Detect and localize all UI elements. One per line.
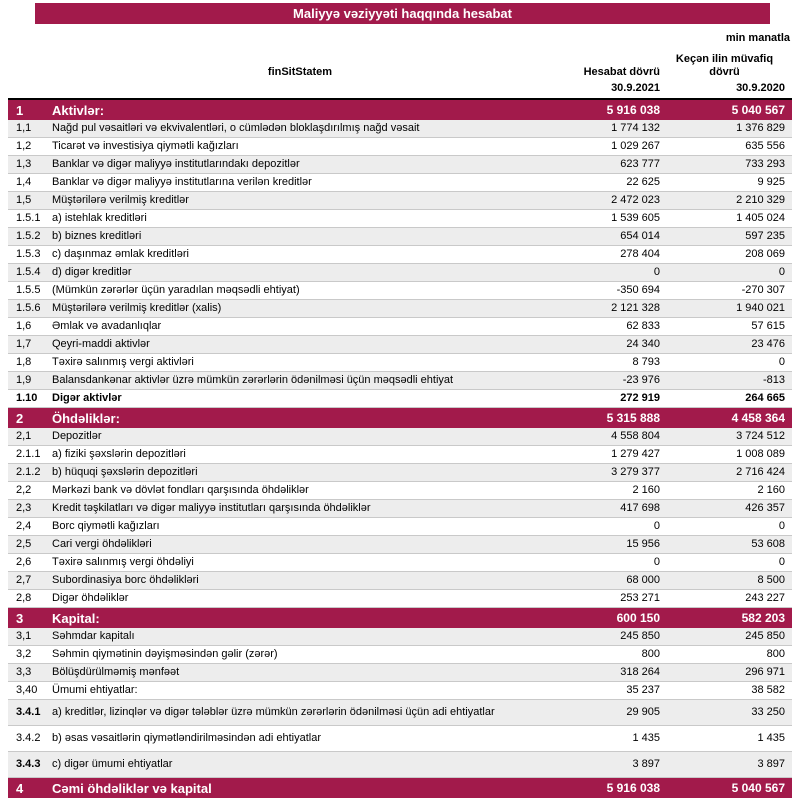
row-label: d) digər kreditlər xyxy=(52,266,132,278)
row-label: Ümumi ehtiyatlar: xyxy=(52,684,138,696)
table-row xyxy=(8,536,792,554)
row-value-prior: 38 582 xyxy=(751,684,785,696)
financial-table xyxy=(8,45,792,798)
row-value-current: 5 916 038 xyxy=(606,102,660,117)
table-row xyxy=(8,590,792,608)
row-value-prior: 8 500 xyxy=(757,574,785,586)
row-number: 3.4.3 xyxy=(16,758,41,770)
subheader-number-spacer xyxy=(8,82,52,94)
row-value-current: 35 237 xyxy=(626,684,660,696)
row-number: 1,4 xyxy=(16,176,32,188)
current-period-date: 30.9.2021 xyxy=(611,82,660,94)
header-current-period: Hesabat dövrü xyxy=(583,66,660,78)
table-row xyxy=(8,390,792,408)
row-label: b) əsas vəsaitlərin qiymətləndirilməsindən adi ehtiyatlar xyxy=(52,732,322,744)
row-value-prior: 0 xyxy=(778,520,785,532)
row-label: a) fiziki şəxslərin depozitləri xyxy=(52,448,186,460)
row-value-current: 62 833 xyxy=(626,320,660,332)
table-row xyxy=(8,372,792,390)
row-label: b) biznes kreditləri xyxy=(52,230,142,242)
table-row xyxy=(8,646,792,664)
row-number: 3,2 xyxy=(16,648,32,660)
row-number: 3,40 xyxy=(16,684,38,696)
row-number: 3 xyxy=(16,610,24,626)
row-number: 1,6 xyxy=(16,320,32,332)
row-value-prior: 0 xyxy=(778,356,785,368)
row-value-prior: 296 971 xyxy=(745,666,785,678)
table-row xyxy=(8,174,792,192)
table-row xyxy=(8,464,792,482)
row-label: Əmlak və avadanlıqlar xyxy=(52,320,162,332)
table-row xyxy=(8,336,792,354)
row-value-prior: 9 925 xyxy=(757,176,785,188)
row-value-prior: 597 235 xyxy=(745,230,785,242)
row-number: 2.1.2 xyxy=(16,466,41,478)
row-value-prior: 57 615 xyxy=(751,320,785,332)
row-number: 1.10 xyxy=(16,392,38,404)
table-row xyxy=(8,228,792,246)
financial-statement-page xyxy=(0,3,800,796)
row-number: 1.5.4 xyxy=(16,266,41,278)
row-label: Təxirə salınmış vergi öhdəliyi xyxy=(52,556,194,568)
row-value-current: 272 919 xyxy=(620,392,660,404)
row-value-prior: 4 458 364 xyxy=(731,410,785,425)
row-value-current: 1 539 605 xyxy=(611,212,660,224)
row-label: c) digər ümumi ehtiyatlar xyxy=(52,758,173,770)
table-row xyxy=(8,428,792,446)
row-value-prior: 245 850 xyxy=(745,630,785,642)
row-label: Qeyri-maddi aktivlər xyxy=(52,338,150,350)
table-row xyxy=(8,192,792,210)
row-number: 1.5.3 xyxy=(16,248,41,260)
row-value-prior: 733 293 xyxy=(745,158,785,170)
row-value-current: 29 905 xyxy=(626,706,660,718)
row-value-current: 623 777 xyxy=(620,158,660,170)
row-label: a) kreditlər, lizinqlər və digər tələblər üzrə mümkün zərərlərin ödənilməsi üçün adi ehtiyatlar xyxy=(52,706,495,718)
row-label: Cari vergi öhdəlikləri xyxy=(52,538,152,550)
row-value-current: 3 897 xyxy=(632,758,660,770)
row-value-prior: 0 xyxy=(778,556,785,568)
row-label: Aktivlər: xyxy=(52,102,105,118)
section-row xyxy=(8,100,792,120)
row-label: Nağd pul vəsaitləri və ekvivalentləri, o cümlədən bloklaşdırılmış nağd vəsait xyxy=(52,122,420,134)
row-value-current: 15 956 xyxy=(626,538,660,550)
row-value-current: 1 435 xyxy=(632,732,660,744)
header-statement-name: finSitStatem xyxy=(267,66,333,78)
table-row xyxy=(8,664,792,682)
row-value-prior: 208 069 xyxy=(745,248,785,260)
row-value-prior: 5 040 567 xyxy=(731,102,785,117)
row-value-prior: 1 008 089 xyxy=(736,448,785,460)
row-label: Cəmi öhdəliklər və kapital xyxy=(52,780,212,796)
row-value-current: 2 472 023 xyxy=(611,194,660,206)
row-value-current: 68 000 xyxy=(626,574,660,586)
row-label: Mərkəzi bank və dövlət fondları qarşısında öhdəliklər xyxy=(52,484,309,496)
table-header xyxy=(8,45,792,79)
table-row xyxy=(8,318,792,336)
row-value-current: 2 160 xyxy=(632,484,660,496)
row-number: 1.5.2 xyxy=(16,230,41,242)
row-value-prior: 243 227 xyxy=(745,592,785,604)
table-row xyxy=(8,572,792,590)
row-number: 1.5.5 xyxy=(16,284,41,296)
row-number: 1,2 xyxy=(16,140,32,152)
row-value-prior: 800 xyxy=(766,648,785,660)
row-label: b) hüquqi şəxslərin depozitləri xyxy=(52,466,198,478)
header-prior-period: Keçən ilin müvafiq dövrü xyxy=(675,53,774,78)
table-row xyxy=(8,446,792,464)
row-value-current: -350 694 xyxy=(616,284,660,296)
table-row xyxy=(8,518,792,536)
row-value-prior: 53 608 xyxy=(751,538,785,550)
row-label: Səhmin qiymətinin dəyişməsindən gəlir (zərər) xyxy=(52,648,278,660)
table-row xyxy=(8,482,792,500)
row-number: 1,8 xyxy=(16,356,32,368)
table-row xyxy=(8,210,792,228)
row-value-current: 24 340 xyxy=(626,338,660,350)
table-row xyxy=(8,682,792,700)
table-row xyxy=(8,628,792,646)
row-number: 2,4 xyxy=(16,520,32,532)
row-value-current: 8 793 xyxy=(632,356,660,368)
row-value-current: -23 976 xyxy=(622,374,660,386)
table-row xyxy=(8,246,792,264)
row-value-prior: 3 897 xyxy=(757,758,785,770)
table-row xyxy=(8,264,792,282)
row-number: 3,3 xyxy=(16,666,32,678)
table-row xyxy=(8,156,792,174)
row-value-current: 800 xyxy=(641,648,660,660)
row-value-prior: 23 476 xyxy=(751,338,785,350)
table-subheader xyxy=(8,79,792,100)
subheader-label-spacer xyxy=(52,82,554,94)
row-number: 2,8 xyxy=(16,592,32,604)
table-row xyxy=(8,700,792,726)
row-label: Digər öhdəliklər xyxy=(52,592,129,604)
row-value-current: 245 850 xyxy=(620,630,660,642)
row-label: a) istehlak kreditləri xyxy=(52,212,147,224)
section-row xyxy=(8,608,792,628)
row-number: 1 xyxy=(16,102,24,118)
table-row xyxy=(8,300,792,318)
row-label: Subordinasiya borc öhdəlikləri xyxy=(52,574,199,586)
table-body xyxy=(8,100,792,798)
row-number: 3.4.1 xyxy=(16,706,41,718)
row-value-current: 5 315 888 xyxy=(606,410,660,425)
row-label: Kredit təşkilatları və digər maliyyə institutları qarşısında öhdəliklər xyxy=(52,502,371,514)
table-row xyxy=(8,726,792,752)
report-title: Maliyyə vəziyyəti haqqında hesabat xyxy=(293,6,512,21)
row-value-current: 278 404 xyxy=(620,248,660,260)
row-value-prior: 635 556 xyxy=(745,140,785,152)
row-value-current: 0 xyxy=(653,266,660,278)
row-label: c) daşınmaz əmlak kreditləri xyxy=(52,248,189,260)
row-label: Depozitlər xyxy=(52,430,102,442)
row-value-prior: 1 376 829 xyxy=(736,122,785,134)
row-value-current: 600 150 xyxy=(616,610,660,625)
row-number: 1,3 xyxy=(16,158,32,170)
row-value-prior: -813 xyxy=(762,374,785,386)
row-label: Səhmdar kapitalı xyxy=(52,630,135,642)
row-value-current: 253 271 xyxy=(620,592,660,604)
row-number: 2 xyxy=(16,410,24,426)
row-number: 2,1 xyxy=(16,430,32,442)
row-label: Müştərilərə verilmiş kreditlər (xalis) xyxy=(52,302,222,314)
row-value-current: 3 279 377 xyxy=(611,466,660,478)
table-row xyxy=(8,138,792,156)
row-value-current: 22 625 xyxy=(626,176,660,188)
row-number: 1,5 xyxy=(16,194,32,206)
row-value-current: 0 xyxy=(653,520,660,532)
row-value-prior: 426 357 xyxy=(745,502,785,514)
row-number: 4 xyxy=(16,780,24,796)
table-row xyxy=(8,282,792,300)
row-value-prior: 33 250 xyxy=(751,706,785,718)
row-number: 2,2 xyxy=(16,484,32,496)
row-label: Balansdankənar aktivlər üzrə mümkün zərərlərin ödənilməsi üçün məqsədli ehtiyat xyxy=(52,374,454,386)
row-label: Banklar və digər maliyyə institutlarına verilən kreditlər xyxy=(52,176,312,188)
row-value-current: 417 698 xyxy=(620,502,660,514)
row-label: Bölüşdürülməmiş mənfəət xyxy=(52,666,180,678)
row-value-current: 0 xyxy=(653,556,660,568)
row-value-prior: 1 435 xyxy=(757,732,785,744)
section-row xyxy=(8,778,792,798)
row-number: 1,1 xyxy=(16,122,32,134)
prior-period-date: 30.9.2020 xyxy=(736,82,785,94)
row-number: 2,7 xyxy=(16,574,32,586)
row-label: Öhdəliklər: xyxy=(52,410,120,426)
row-label: Borc qiymətli kağızları xyxy=(52,520,160,532)
row-value-current: 318 264 xyxy=(620,666,660,678)
row-value-prior: 3 724 512 xyxy=(736,430,785,442)
row-value-prior: 264 665 xyxy=(745,392,785,404)
row-number: 3,1 xyxy=(16,630,32,642)
row-label: Müştərilərə verilmiş kreditlər xyxy=(52,194,189,206)
table-row xyxy=(8,120,792,138)
row-label: Digər aktivlər xyxy=(52,392,122,404)
row-value-prior: 1 940 021 xyxy=(736,302,785,314)
table-row xyxy=(8,752,792,778)
row-label: Kapital: xyxy=(52,610,100,626)
section-row xyxy=(8,408,792,428)
row-value-prior: 582 203 xyxy=(741,610,785,625)
table-row xyxy=(8,500,792,518)
table-row xyxy=(8,354,792,372)
row-value-prior: 1 405 024 xyxy=(736,212,785,224)
row-number: 2,3 xyxy=(16,502,32,514)
row-value-prior: 0 xyxy=(778,266,785,278)
row-value-current: 1 774 132 xyxy=(611,122,660,134)
row-value-current: 4 558 804 xyxy=(611,430,660,442)
row-value-prior: 2 716 424 xyxy=(736,466,785,478)
row-number: 2,6 xyxy=(16,556,32,568)
row-number: 1.5.6 xyxy=(16,302,41,314)
row-value-prior: 5 040 567 xyxy=(731,780,785,795)
row-value-current: 1 279 427 xyxy=(611,448,660,460)
row-value-current: 5 916 038 xyxy=(606,780,660,795)
row-number: 2,5 xyxy=(16,538,32,550)
row-value-prior: -270 307 xyxy=(741,284,785,296)
row-number: 1,9 xyxy=(16,374,32,386)
row-value-prior: 2 210 329 xyxy=(736,194,785,206)
unit-note: min manatla xyxy=(725,32,790,44)
table-row xyxy=(8,554,792,572)
row-number: 2.1.1 xyxy=(16,448,41,460)
row-value-current: 1 029 267 xyxy=(611,140,660,152)
row-number: 3.4.2 xyxy=(16,732,41,744)
row-label: Ticarət və investisiya qiymətli kağızları xyxy=(52,140,239,152)
row-value-current: 654 014 xyxy=(620,230,660,242)
row-label: Təxirə salınmış vergi aktivləri xyxy=(52,356,194,368)
report-title-bar xyxy=(35,3,770,24)
row-label: (Mümkün zərərlər üçün yaradılan məqsədli ehtiyat) xyxy=(52,284,300,296)
row-value-prior: 2 160 xyxy=(757,484,785,496)
row-number: 1.5.1 xyxy=(16,212,41,224)
row-number: 1,7 xyxy=(16,338,32,350)
row-label: Banklar və digər maliyyə institutlarındakı depozitlər xyxy=(52,158,300,170)
row-value-current: 2 121 328 xyxy=(611,302,660,314)
